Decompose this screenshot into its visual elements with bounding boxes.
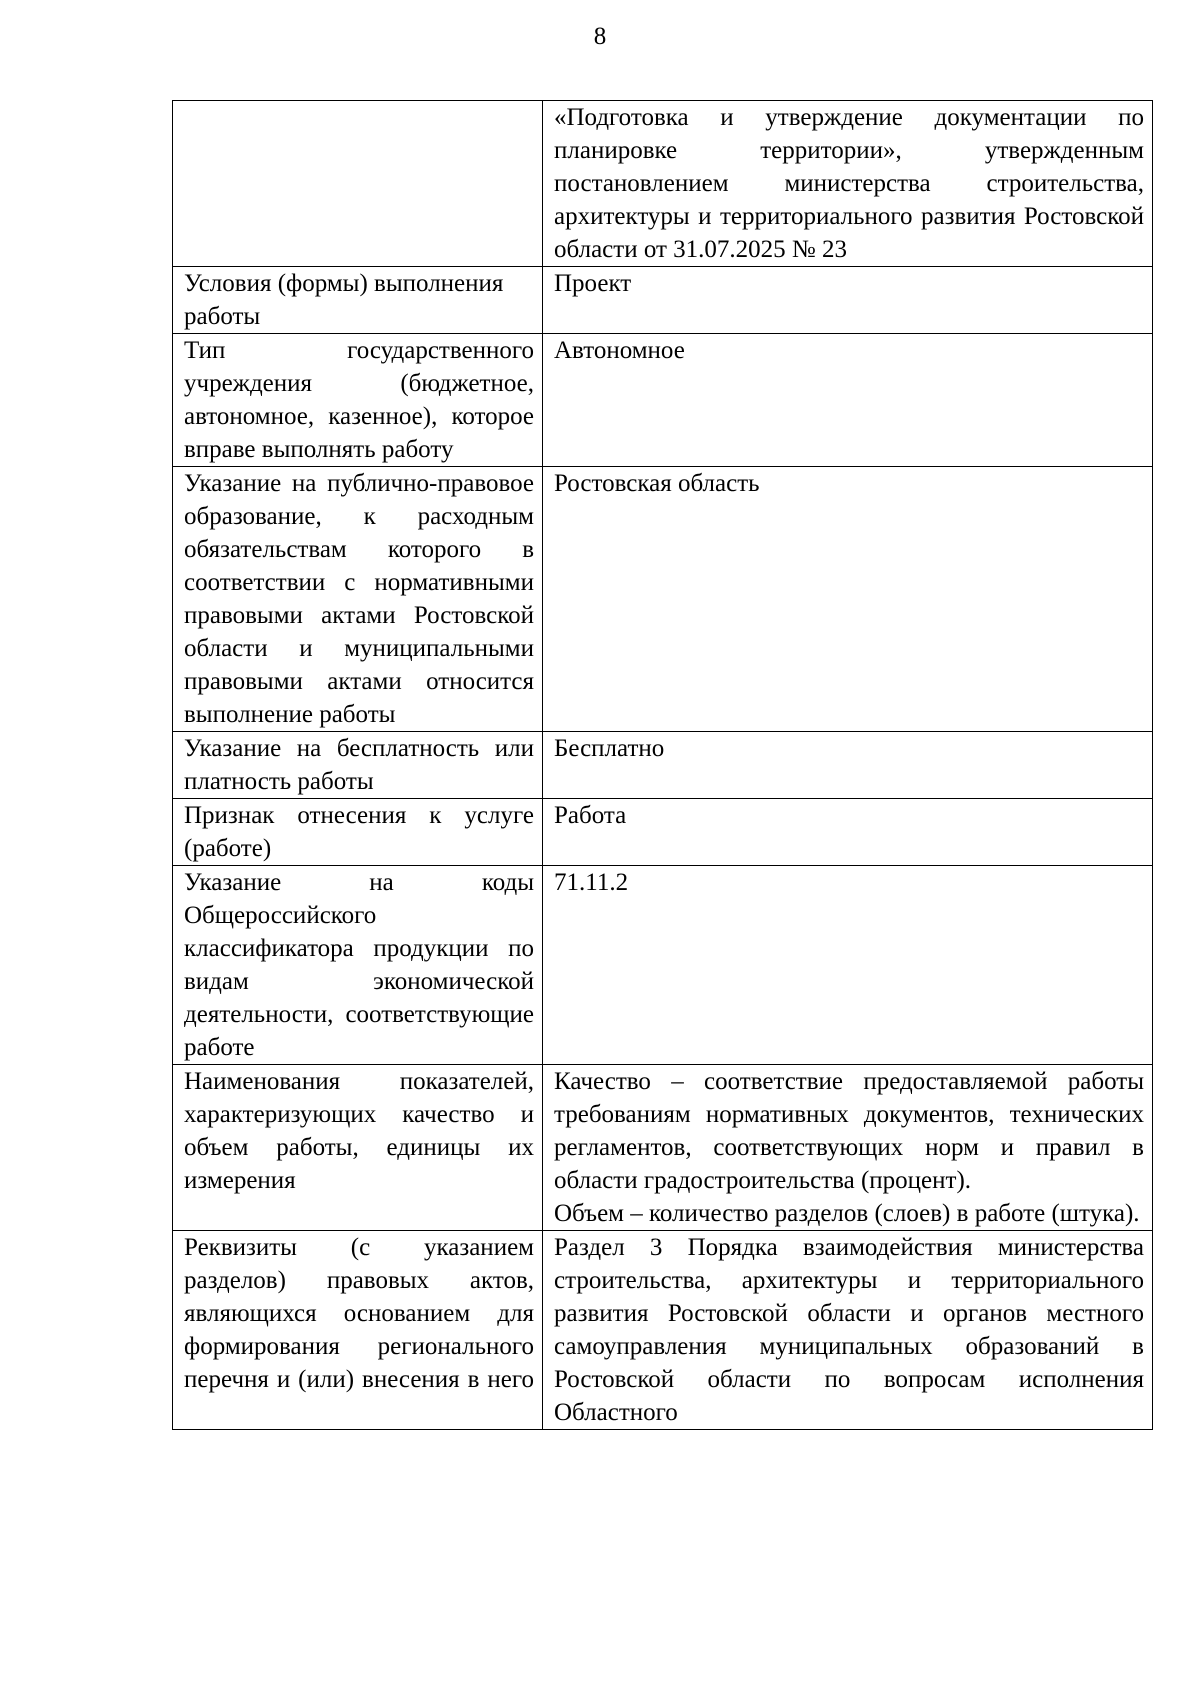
table-row [173, 866, 1153, 1065]
table-row [173, 467, 1153, 732]
table-row [173, 101, 1153, 267]
row-value: Автономное [543, 334, 1153, 467]
table-row [173, 1231, 1153, 1430]
work-description-table [172, 100, 1153, 1430]
table-row [173, 799, 1153, 866]
table-row [173, 267, 1153, 334]
quality-indicator-text: Качество – соответствие предоставляемой работы требованиям нормативных документов, технических регламентов, соответствующих норм и правил в области градостроительства (процент). [554, 1068, 1144, 1194]
row-label: Указание на бесплатность или платность работы [173, 732, 543, 799]
row-label: Признак отнесения к услуге (работе) [173, 799, 543, 866]
row-label: Указание на публично-правовое образование, к расходным обязательствам которого в соответствии с нормативными правовыми актами Ростовской области и муниципальными правовыми актами относится выполнение работы [173, 467, 543, 732]
volume-indicator-text: Объем – количество разделов (слоев) в работе (штука). [554, 1200, 1140, 1227]
page-number: 8 [593, 23, 607, 50]
row-label [173, 101, 543, 267]
row-label: Наименования показателей, характеризующих качество и объем работы, единицы их измерения [173, 1065, 543, 1231]
row-value: «Подготовка и утверждение документации по планировке территории», утвержденным постановлением министерства строительства, архитектуры и территориального развития Ростовской области от 31.07.2025 № 23 [543, 101, 1153, 267]
row-value: 71.11.2 [543, 866, 1153, 1065]
row-label: Указание на коды Общероссийского классификатора продукции по видам экономической деятельности, соответствующие работе [173, 866, 543, 1065]
row-value [543, 1065, 1153, 1231]
table-row [173, 334, 1153, 467]
row-value: Бесплатно [543, 732, 1153, 799]
row-value: Ростовская область [543, 467, 1153, 732]
row-value: Раздел 3 Порядка взаимодействия министерства строительства, архитектуры и территориального развития Ростовской области и органов местного самоуправления муниципальных образований в Ростовской области по вопросам исполнения Областного [543, 1231, 1153, 1430]
row-label: Тип государственного учреждения (бюджетное, автономное, казенное), которое вправе выполнять работу [173, 334, 543, 467]
row-label: Реквизиты (с указанием разделов) правовых актов, являющихся основанием для формирования регионального перечня и (или) внесения в него [173, 1231, 543, 1430]
table-row [173, 1065, 1153, 1231]
row-value: Работа [543, 799, 1153, 866]
row-value: Проект [543, 267, 1153, 334]
table-row [173, 732, 1153, 799]
row-label: Условия (формы) выполнения работы [173, 267, 543, 334]
